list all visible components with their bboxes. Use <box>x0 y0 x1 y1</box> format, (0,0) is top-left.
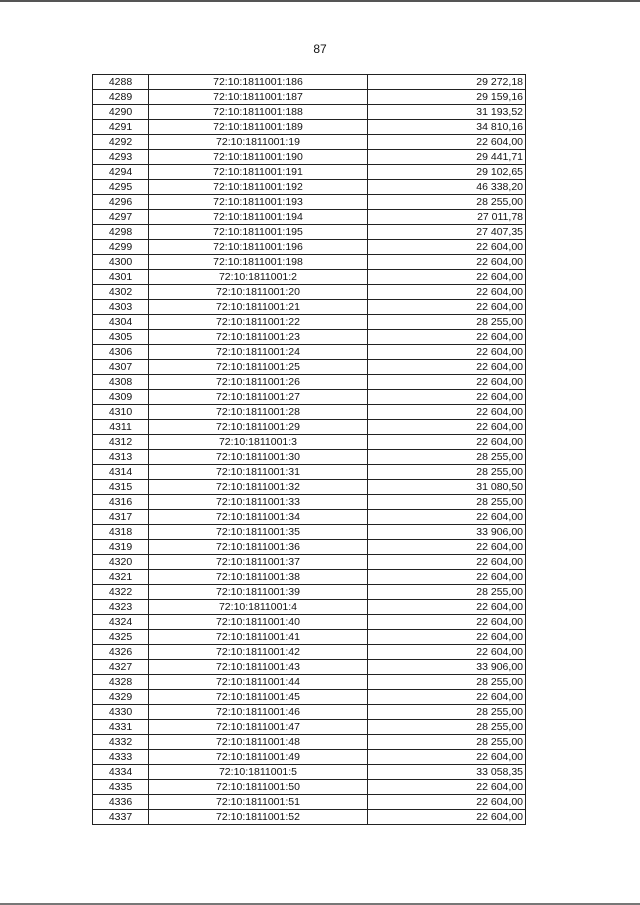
cadastral-number-cell: 72:10:1811001:194 <box>149 210 368 225</box>
table-row <box>93 255 526 270</box>
row-number-cell: 4329 <box>93 690 149 705</box>
value-cell: 33 058,35 <box>368 765 526 780</box>
row-number-cell: 4299 <box>93 240 149 255</box>
cadastral-number-cell: 72:10:1811001:36 <box>149 540 368 555</box>
row-number-cell: 4301 <box>93 270 149 285</box>
value-cell: 22 604,00 <box>368 270 526 285</box>
value-cell: 22 604,00 <box>368 420 526 435</box>
cadastral-number-cell: 72:10:1811001:51 <box>149 795 368 810</box>
value-cell: 28 255,00 <box>368 735 526 750</box>
cadastral-number-cell: 72:10:1811001:3 <box>149 435 368 450</box>
row-number-cell: 4316 <box>93 495 149 510</box>
cadastral-number-cell: 72:10:1811001:21 <box>149 300 368 315</box>
row-number-cell: 4307 <box>93 360 149 375</box>
row-number-cell: 4319 <box>93 540 149 555</box>
value-cell: 28 255,00 <box>368 465 526 480</box>
value-cell: 31 080,50 <box>368 480 526 495</box>
cadastral-number-cell: 72:10:1811001:35 <box>149 525 368 540</box>
row-number-cell: 4312 <box>93 435 149 450</box>
value-cell: 22 604,00 <box>368 510 526 525</box>
table-row <box>93 270 526 285</box>
row-number-cell: 4321 <box>93 570 149 585</box>
cadastral-number-cell: 72:10:1811001:41 <box>149 630 368 645</box>
row-number-cell: 4330 <box>93 705 149 720</box>
value-cell: 22 604,00 <box>368 255 526 270</box>
row-number-cell: 4291 <box>93 120 149 135</box>
table-row <box>93 165 526 180</box>
table-row <box>93 195 526 210</box>
table-row <box>93 765 526 780</box>
value-cell: 22 604,00 <box>368 240 526 255</box>
value-cell: 22 604,00 <box>368 375 526 390</box>
table-row <box>93 435 526 450</box>
table-row <box>93 465 526 480</box>
table-row <box>93 720 526 735</box>
row-number-cell: 4322 <box>93 585 149 600</box>
row-number-cell: 4331 <box>93 720 149 735</box>
cadastral-number-cell: 72:10:1811001:52 <box>149 810 368 825</box>
row-number-cell: 4332 <box>93 735 149 750</box>
value-cell: 29 272,18 <box>368 75 526 90</box>
value-cell: 27 011,78 <box>368 210 526 225</box>
value-cell: 22 604,00 <box>368 810 526 825</box>
cadastral-number-cell: 72:10:1811001:23 <box>149 330 368 345</box>
value-cell: 22 604,00 <box>368 780 526 795</box>
value-cell: 22 604,00 <box>368 750 526 765</box>
table-row <box>93 375 526 390</box>
value-cell: 22 604,00 <box>368 630 526 645</box>
value-cell: 22 604,00 <box>368 540 526 555</box>
row-number-cell: 4303 <box>93 300 149 315</box>
table-row <box>93 705 526 720</box>
table-row <box>93 585 526 600</box>
cadastral-number-cell: 72:10:1811001:188 <box>149 105 368 120</box>
row-number-cell: 4335 <box>93 780 149 795</box>
table-row <box>93 645 526 660</box>
value-cell: 22 604,00 <box>368 360 526 375</box>
cadastral-number-cell: 72:10:1811001:46 <box>149 705 368 720</box>
cadastral-number-cell: 72:10:1811001:24 <box>149 345 368 360</box>
value-cell: 22 604,00 <box>368 570 526 585</box>
table-row <box>93 795 526 810</box>
value-cell: 29 159,16 <box>368 90 526 105</box>
row-number-cell: 4328 <box>93 675 149 690</box>
row-number-cell: 4298 <box>93 225 149 240</box>
cadastral-value-table <box>92 74 526 825</box>
table-row <box>93 135 526 150</box>
value-cell: 46 338,20 <box>368 180 526 195</box>
value-cell: 28 255,00 <box>368 585 526 600</box>
cadastral-number-cell: 72:10:1811001:50 <box>149 780 368 795</box>
cadastral-number-cell: 72:10:1811001:49 <box>149 750 368 765</box>
row-number-cell: 4318 <box>93 525 149 540</box>
cadastral-number-cell: 72:10:1811001:190 <box>149 150 368 165</box>
row-number-cell: 4292 <box>93 135 149 150</box>
row-number-cell: 4310 <box>93 405 149 420</box>
row-number-cell: 4324 <box>93 615 149 630</box>
table-row <box>93 750 526 765</box>
cadastral-number-cell: 72:10:1811001:43 <box>149 660 368 675</box>
cadastral-number-cell: 72:10:1811001:20 <box>149 285 368 300</box>
row-number-cell: 4305 <box>93 330 149 345</box>
cadastral-number-cell: 72:10:1811001:40 <box>149 615 368 630</box>
cadastral-number-cell: 72:10:1811001:22 <box>149 315 368 330</box>
table-row <box>93 315 526 330</box>
row-number-cell: 4297 <box>93 210 149 225</box>
table-row <box>93 120 526 135</box>
table-row <box>93 600 526 615</box>
row-number-cell: 4308 <box>93 375 149 390</box>
table-row <box>93 420 526 435</box>
table-row <box>93 240 526 255</box>
cadastral-number-cell: 72:10:1811001:2 <box>149 270 368 285</box>
value-cell: 28 255,00 <box>368 705 526 720</box>
table-row <box>93 360 526 375</box>
table-row <box>93 285 526 300</box>
cadastral-number-cell: 72:10:1811001:34 <box>149 510 368 525</box>
table-row <box>93 90 526 105</box>
table-row <box>93 495 526 510</box>
cadastral-number-cell: 72:10:1811001:38 <box>149 570 368 585</box>
table-row <box>93 540 526 555</box>
row-number-cell: 4327 <box>93 660 149 675</box>
cadastral-number-cell: 72:10:1811001:29 <box>149 420 368 435</box>
value-cell: 22 604,00 <box>368 390 526 405</box>
cadastral-number-cell: 72:10:1811001:42 <box>149 645 368 660</box>
table-row <box>93 660 526 675</box>
value-cell: 22 604,00 <box>368 690 526 705</box>
table-row <box>93 480 526 495</box>
table-row <box>93 570 526 585</box>
cadastral-number-cell: 72:10:1811001:25 <box>149 360 368 375</box>
cadastral-number-cell: 72:10:1811001:189 <box>149 120 368 135</box>
table-row <box>93 345 526 360</box>
value-cell: 29 441,71 <box>368 150 526 165</box>
value-cell: 22 604,00 <box>368 330 526 345</box>
row-number-cell: 4306 <box>93 345 149 360</box>
row-number-cell: 4326 <box>93 645 149 660</box>
cadastral-number-cell: 72:10:1811001:195 <box>149 225 368 240</box>
value-cell: 29 102,65 <box>368 165 526 180</box>
table-row <box>93 525 526 540</box>
cadastral-number-cell: 72:10:1811001:192 <box>149 180 368 195</box>
value-cell: 33 906,00 <box>368 660 526 675</box>
cadastral-number-cell: 72:10:1811001:32 <box>149 480 368 495</box>
table-row <box>93 510 526 525</box>
row-number-cell: 4317 <box>93 510 149 525</box>
table-row <box>93 690 526 705</box>
cadastral-number-cell: 72:10:1811001:44 <box>149 675 368 690</box>
table-row <box>93 555 526 570</box>
value-cell: 22 604,00 <box>368 645 526 660</box>
value-cell: 22 604,00 <box>368 795 526 810</box>
cadastral-number-cell: 72:10:1811001:196 <box>149 240 368 255</box>
value-cell: 28 255,00 <box>368 495 526 510</box>
table-row <box>93 405 526 420</box>
row-number-cell: 4337 <box>93 810 149 825</box>
table-row <box>93 675 526 690</box>
row-number-cell: 4336 <box>93 795 149 810</box>
value-cell: 22 604,00 <box>368 285 526 300</box>
value-cell: 33 906,00 <box>368 525 526 540</box>
row-number-cell: 4296 <box>93 195 149 210</box>
cadastral-number-cell: 72:10:1811001:31 <box>149 465 368 480</box>
table-row <box>93 780 526 795</box>
cadastral-number-cell: 72:10:1811001:187 <box>149 90 368 105</box>
page-number: 87 <box>313 42 327 56</box>
value-cell: 28 255,00 <box>368 720 526 735</box>
cadastral-number-cell: 72:10:1811001:48 <box>149 735 368 750</box>
row-number-cell: 4334 <box>93 765 149 780</box>
cadastral-number-cell: 72:10:1811001:26 <box>149 375 368 390</box>
value-cell: 28 255,00 <box>368 450 526 465</box>
value-cell: 28 255,00 <box>368 195 526 210</box>
row-number-cell: 4302 <box>93 285 149 300</box>
table-row <box>93 390 526 405</box>
cadastral-number-cell: 72:10:1811001:4 <box>149 600 368 615</box>
row-number-cell: 4314 <box>93 465 149 480</box>
value-cell: 22 604,00 <box>368 600 526 615</box>
table-row <box>93 150 526 165</box>
row-number-cell: 4289 <box>93 90 149 105</box>
row-number-cell: 4323 <box>93 600 149 615</box>
row-number-cell: 4304 <box>93 315 149 330</box>
table-row <box>93 225 526 240</box>
row-number-cell: 4293 <box>93 150 149 165</box>
value-cell: 22 604,00 <box>368 615 526 630</box>
value-cell: 22 604,00 <box>368 555 526 570</box>
cadastral-number-cell: 72:10:1811001:186 <box>149 75 368 90</box>
table-row <box>93 180 526 195</box>
value-cell: 34 810,16 <box>368 120 526 135</box>
cadastral-number-cell: 72:10:1811001:27 <box>149 390 368 405</box>
table-row <box>93 630 526 645</box>
table-row <box>93 75 526 90</box>
table-row <box>93 810 526 825</box>
table-body <box>93 75 526 825</box>
row-number-cell: 4300 <box>93 255 149 270</box>
row-number-cell: 4290 <box>93 105 149 120</box>
cadastral-number-cell: 72:10:1811001:45 <box>149 690 368 705</box>
table-row <box>93 330 526 345</box>
cadastral-number-cell: 72:10:1811001:19 <box>149 135 368 150</box>
row-number-cell: 4294 <box>93 165 149 180</box>
value-cell: 28 255,00 <box>368 315 526 330</box>
row-number-cell: 4295 <box>93 180 149 195</box>
value-cell: 27 407,35 <box>368 225 526 240</box>
cadastral-number-cell: 72:10:1811001:5 <box>149 765 368 780</box>
row-number-cell: 4333 <box>93 750 149 765</box>
value-cell: 22 604,00 <box>368 405 526 420</box>
row-number-cell: 4309 <box>93 390 149 405</box>
cadastral-number-cell: 72:10:1811001:193 <box>149 195 368 210</box>
row-number-cell: 4315 <box>93 480 149 495</box>
cadastral-number-cell: 72:10:1811001:37 <box>149 555 368 570</box>
row-number-cell: 4288 <box>93 75 149 90</box>
value-cell: 28 255,00 <box>368 675 526 690</box>
table-row <box>93 210 526 225</box>
value-cell: 31 193,52 <box>368 105 526 120</box>
cadastral-number-cell: 72:10:1811001:33 <box>149 495 368 510</box>
cadastral-number-cell: 72:10:1811001:28 <box>149 405 368 420</box>
row-number-cell: 4313 <box>93 450 149 465</box>
top-scan-edge <box>0 0 640 2</box>
table-row <box>93 105 526 120</box>
row-number-cell: 4325 <box>93 630 149 645</box>
table-row <box>93 450 526 465</box>
table-row <box>93 735 526 750</box>
value-cell: 22 604,00 <box>368 135 526 150</box>
cadastral-number-cell: 72:10:1811001:39 <box>149 585 368 600</box>
value-cell: 22 604,00 <box>368 300 526 315</box>
cadastral-number-cell: 72:10:1811001:47 <box>149 720 368 735</box>
cadastral-number-cell: 72:10:1811001:30 <box>149 450 368 465</box>
table-row <box>93 300 526 315</box>
value-cell: 22 604,00 <box>368 345 526 360</box>
row-number-cell: 4311 <box>93 420 149 435</box>
value-cell: 22 604,00 <box>368 435 526 450</box>
cadastral-number-cell: 72:10:1811001:198 <box>149 255 368 270</box>
table-row <box>93 615 526 630</box>
cadastral-number-cell: 72:10:1811001:191 <box>149 165 368 180</box>
row-number-cell: 4320 <box>93 555 149 570</box>
